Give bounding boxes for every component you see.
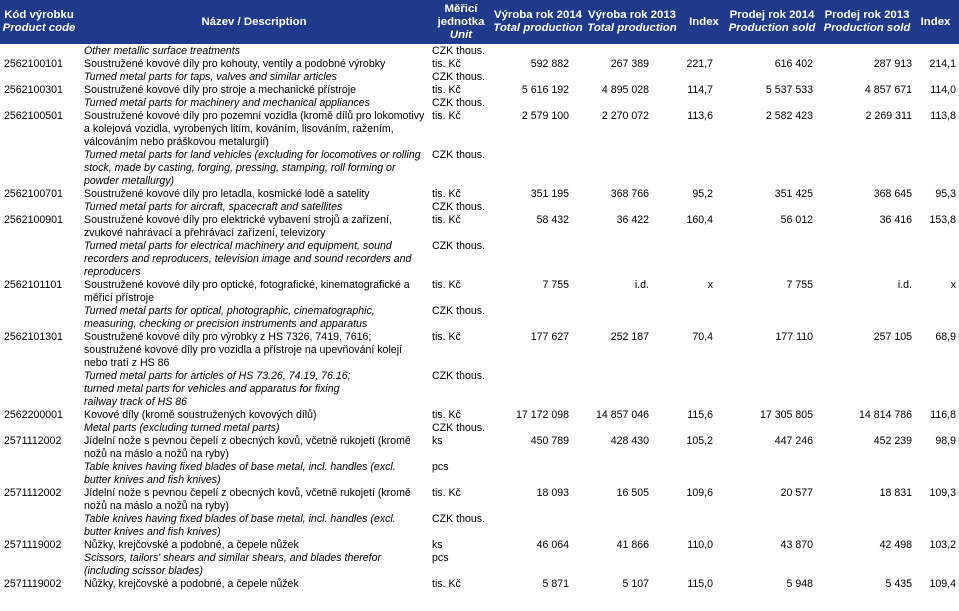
product-description: nožů na máslo a nožů na ryby) bbox=[84, 448, 229, 460]
product-code: 2571112002 bbox=[4, 487, 62, 499]
value-cell: 41 866 bbox=[616, 539, 649, 551]
value-cell: 18 093 bbox=[536, 487, 569, 499]
value-cell: 2 270 072 bbox=[601, 110, 649, 122]
value-cell: 113,6 bbox=[687, 110, 713, 122]
product-code: 2562100901 bbox=[4, 214, 63, 226]
header-index1: Index bbox=[689, 15, 719, 28]
table-row bbox=[0, 136, 959, 149]
value-cell: 56 012 bbox=[780, 214, 813, 226]
header-index2: Index bbox=[920, 15, 951, 28]
value-cell: 14 857 046 bbox=[595, 409, 649, 421]
unit-label: tis. Kč bbox=[432, 578, 461, 590]
value-cell: 5 871 bbox=[542, 578, 569, 590]
product-description: Turned metal parts for taps, valves and similar articles bbox=[84, 71, 337, 83]
product-description: powder metallurgy) bbox=[84, 175, 175, 187]
header-name-cz: Název / Description bbox=[201, 15, 307, 28]
value-cell: 115,0 bbox=[687, 578, 713, 590]
unit-label: tis. Kč bbox=[432, 58, 461, 70]
value-cell: 4 857 671 bbox=[864, 84, 912, 96]
value-cell: 109,6 bbox=[686, 487, 713, 499]
unit-label: tis. Kč bbox=[432, 487, 461, 499]
table-row bbox=[0, 45, 959, 58]
header-index-sold bbox=[912, 0, 959, 44]
unit-label: CZK thous. bbox=[432, 97, 485, 109]
value-cell: 20 577 bbox=[780, 487, 813, 499]
unit-label: tis. Kč bbox=[432, 331, 461, 343]
table-row bbox=[0, 500, 959, 513]
value-cell: 7 755 bbox=[542, 279, 569, 291]
product-code: 2562101301 bbox=[4, 331, 63, 343]
value-cell: 14 814 786 bbox=[858, 409, 912, 421]
header-sold-2013 bbox=[817, 0, 917, 44]
unit-label: tis. Kč bbox=[432, 214, 461, 226]
product-description: Turned metal parts for electrical machinery and equipment, sound bbox=[84, 240, 392, 252]
product-description: turned metal parts for vehicles and apparatus for fixing bbox=[84, 383, 340, 395]
value-cell: 368 766 bbox=[610, 188, 649, 200]
table-row bbox=[0, 370, 959, 383]
table-row bbox=[0, 84, 959, 97]
value-cell: 103,2 bbox=[929, 539, 956, 551]
product-code: 2571112002 bbox=[4, 435, 62, 447]
value-cell: 5 948 bbox=[786, 578, 813, 590]
value-cell: 7 755 bbox=[786, 279, 813, 291]
table-row bbox=[0, 396, 959, 409]
product-code: 2562100501 bbox=[4, 110, 63, 122]
product-description: Nůžky, krejčovské a podobné, a čepele nůžek bbox=[84, 578, 299, 590]
header-prod2013-en: Total production bbox=[587, 22, 677, 34]
value-cell: 153,8 bbox=[929, 214, 956, 226]
value-cell: 114,7 bbox=[687, 84, 713, 96]
table-row bbox=[0, 292, 959, 305]
value-cell: 68,9 bbox=[935, 331, 956, 343]
header-code-en: Product code bbox=[2, 22, 76, 34]
value-cell: 70,4 bbox=[692, 331, 713, 343]
product-description: Table knives having fixed blades of base metal, incl. handles (excl. bbox=[84, 513, 396, 525]
header-sold2013-cz: Prodej rok 2013 bbox=[824, 9, 910, 21]
value-cell: 113,8 bbox=[930, 110, 956, 122]
header-index-production bbox=[680, 0, 728, 44]
table-row bbox=[0, 422, 959, 435]
value-cell: 36 422 bbox=[616, 214, 649, 226]
value-cell: 257 105 bbox=[873, 331, 912, 343]
product-description: Soustružené kovové díly pro pozemní vozidla (kromě dílů pro lokomotivy bbox=[84, 110, 425, 122]
value-cell: 109,3 bbox=[929, 487, 956, 499]
header-prod2013-cz: Výroba rok 2013 bbox=[587, 9, 676, 21]
header-sold2014-cz: Prodej rok 2014 bbox=[729, 9, 815, 21]
value-cell: 450 789 bbox=[530, 435, 569, 447]
value-cell: 177 110 bbox=[775, 331, 813, 343]
table-row bbox=[0, 97, 959, 110]
product-description: Soustružené kovové díly pro elektrické vybavení strojů a zařízení, bbox=[84, 214, 392, 226]
value-cell: 17 305 805 bbox=[759, 409, 813, 421]
product-code: 2571119002 bbox=[4, 539, 62, 551]
value-cell: 58 432 bbox=[536, 214, 569, 226]
value-cell: x bbox=[950, 279, 956, 291]
table-row bbox=[0, 123, 959, 136]
unit-label: tis. Kč bbox=[432, 110, 461, 122]
header-production-2014 bbox=[488, 0, 588, 44]
product-description: měřicí přístroje bbox=[84, 292, 155, 304]
product-description: Kovové díly (kromě soustružených kovových dílů) bbox=[84, 409, 317, 421]
value-cell: 18 831 bbox=[879, 487, 912, 499]
value-cell: i.d. bbox=[897, 279, 912, 291]
product-description: Jídelní nože s pevnou čepelí z obecných kovů, včetně rukojetí (kromě bbox=[84, 435, 411, 447]
unit-label: tis. Kč bbox=[432, 84, 461, 96]
table-row bbox=[0, 318, 959, 331]
product-description: nebo tratí z HS 86 bbox=[84, 357, 170, 369]
table-row bbox=[0, 435, 959, 448]
header-unit-cz1: Měřicí bbox=[444, 2, 478, 15]
table-row bbox=[0, 266, 959, 279]
product-description: Other metallic surface treatments bbox=[84, 45, 241, 57]
product-code: 2562100301 bbox=[4, 84, 63, 96]
header-product-code bbox=[0, 0, 78, 44]
table-row bbox=[0, 461, 959, 474]
product-description: zvukové nahrávací a přehrávací zařízení, televizory bbox=[84, 227, 326, 239]
unit-label: CZK thous. bbox=[432, 240, 485, 252]
header-prod2014-cz: Výroba rok 2014 bbox=[493, 9, 582, 21]
value-cell: 214,1 bbox=[929, 58, 956, 70]
product-description: Soustružené kovové díly pro kohouty, ventily a podobné výrobky bbox=[84, 58, 386, 70]
value-cell: 95,2 bbox=[692, 188, 713, 200]
table-row bbox=[0, 565, 959, 578]
value-cell: 98,9 bbox=[935, 435, 956, 447]
table-row bbox=[0, 279, 959, 292]
product-description: measuring, checking or precision instruments and apparatus bbox=[84, 318, 368, 330]
header-sold2013-en: Production sold bbox=[823, 22, 911, 34]
product-description: Soustružené kovové díly pro výrobky z HS 7326, 7419, 7616; bbox=[84, 331, 372, 343]
table-row bbox=[0, 305, 959, 318]
value-cell: 351 425 bbox=[774, 188, 813, 200]
table-row bbox=[0, 201, 959, 214]
value-cell: 351 195 bbox=[530, 188, 569, 200]
table-row bbox=[0, 110, 959, 123]
header-production-2013 bbox=[582, 0, 682, 44]
value-cell: 2 269 311 bbox=[865, 110, 912, 122]
table-row bbox=[0, 240, 959, 253]
table-row bbox=[0, 214, 959, 227]
product-description: Jídelní nože s pevnou čepelí z obecných kovů, včetně rukojetí (kromě bbox=[84, 487, 411, 499]
unit-label: CZK thous. bbox=[432, 513, 485, 525]
product-code: 2562101101 bbox=[4, 279, 63, 291]
table-row bbox=[0, 188, 959, 201]
product-code: 2562200001 bbox=[4, 409, 63, 421]
value-cell: 46 064 bbox=[536, 539, 569, 551]
value-cell: 16 505 bbox=[616, 487, 649, 499]
table-row bbox=[0, 448, 959, 461]
value-cell: 368 645 bbox=[873, 188, 912, 200]
unit-label: pcs bbox=[432, 461, 449, 473]
value-cell: 95,3 bbox=[935, 188, 956, 200]
unit-label: CZK thous. bbox=[432, 149, 485, 161]
unit-label: pcs bbox=[432, 552, 449, 564]
table-row bbox=[0, 175, 959, 188]
unit-label: tis. Kč bbox=[432, 409, 461, 421]
product-description: Scissors, tailors' shears and similar shears, and blades therefor bbox=[84, 552, 382, 564]
product-description: Turned metal parts for aircraft, spacecraft and satellites bbox=[84, 201, 343, 213]
unit-label: CZK thous. bbox=[432, 305, 485, 317]
table-row bbox=[0, 253, 959, 266]
value-cell: 267 389 bbox=[610, 58, 649, 70]
product-description: Nůžky, krejčovské a podobné, a čepele nůžek bbox=[84, 539, 299, 551]
unit-label: CZK thous. bbox=[432, 370, 485, 382]
value-cell: 105,2 bbox=[686, 435, 713, 447]
value-cell: 160,4 bbox=[686, 214, 713, 226]
header-sold-2014 bbox=[722, 0, 822, 44]
header-sold2014-en: Production sold bbox=[728, 22, 816, 34]
table-row bbox=[0, 162, 959, 175]
unit-label: ks bbox=[432, 435, 443, 447]
table-row bbox=[0, 513, 959, 526]
product-description: a kolejová vozidla, vyrobených litím, kováním, lisováním, ražením, bbox=[84, 123, 394, 135]
value-cell: 592 882 bbox=[530, 58, 569, 70]
product-description: butter knives and fish knives) bbox=[84, 526, 221, 538]
product-description: Turned metal parts for optical, photographic, cinematographic, bbox=[84, 305, 375, 317]
value-cell: 5 537 533 bbox=[765, 84, 813, 96]
product-description: railway track of HS 86 bbox=[84, 396, 188, 408]
product-description: butter knives and fish knives) bbox=[84, 474, 221, 486]
value-cell: 252 187 bbox=[610, 331, 649, 343]
table-row bbox=[0, 149, 959, 162]
value-cell: 109,4 bbox=[929, 578, 956, 590]
value-cell: x bbox=[707, 279, 713, 291]
value-cell: 42 498 bbox=[879, 539, 912, 551]
product-description: stock, made by casting, forging, pressing, stamping, roll forming or bbox=[84, 162, 396, 174]
value-cell: 428 430 bbox=[610, 435, 649, 447]
product-description: Metal parts (excluding turned metal parts) bbox=[84, 422, 280, 434]
product-description: Turned metal parts for machinery and mechanical appliances bbox=[84, 97, 370, 109]
value-cell: 221,7 bbox=[686, 58, 713, 70]
value-cell: 2 579 100 bbox=[521, 110, 569, 122]
unit-label: CZK thous. bbox=[432, 422, 485, 434]
value-cell: 447 246 bbox=[774, 435, 813, 447]
table-row bbox=[0, 487, 959, 500]
product-description: Soustružené kovové díly pro stroje a mechanické přístroje bbox=[84, 84, 357, 96]
value-cell: 17 172 098 bbox=[515, 409, 569, 421]
value-cell: 5 107 bbox=[622, 578, 649, 590]
value-cell: 4 895 028 bbox=[601, 84, 649, 96]
unit-label: ks bbox=[432, 539, 443, 551]
value-cell: 177 627 bbox=[530, 331, 569, 343]
table-row bbox=[0, 539, 959, 552]
unit-label: CZK thous. bbox=[432, 201, 485, 213]
value-cell: 5 616 192 bbox=[521, 84, 569, 96]
table-row bbox=[0, 526, 959, 539]
unit-label: CZK thous. bbox=[432, 71, 485, 83]
value-cell: 110,0 bbox=[687, 539, 713, 551]
product-description: nožů na máslo a nožů na ryby) bbox=[84, 500, 229, 512]
value-cell: 115,6 bbox=[687, 409, 713, 421]
value-cell: i.d. bbox=[634, 279, 649, 291]
unit-label: CZK thous. bbox=[432, 45, 485, 57]
product-description: reproducers bbox=[84, 266, 141, 278]
product-code: 2571119002 bbox=[4, 578, 62, 590]
table-row bbox=[0, 58, 959, 71]
product-code: 2562100101 bbox=[4, 58, 63, 70]
product-description: Soustružené kovové díly pro letadla, kosmické lodě a satelity bbox=[84, 188, 370, 200]
value-cell: 287 913 bbox=[873, 58, 912, 70]
table-row bbox=[0, 344, 959, 357]
table-row bbox=[0, 578, 959, 591]
value-cell: 452 239 bbox=[873, 435, 912, 447]
header-prod2014-en: Total production bbox=[493, 22, 583, 34]
unit-label: tis. Kč bbox=[432, 188, 461, 200]
product-description: válcováním nebo práškovou metalurgií) bbox=[84, 136, 269, 148]
table-row bbox=[0, 71, 959, 84]
header-description bbox=[84, 0, 424, 44]
product-description: (including scissor blades) bbox=[84, 565, 203, 577]
product-description: Table knives having fixed blades of base metal, incl. handles (excl. bbox=[84, 461, 396, 473]
product-description: Soustružené kovové díly pro optické, fotografické, kinematografické a bbox=[84, 279, 410, 291]
product-description: recorders and reproducers, television image and sound recorders and bbox=[84, 253, 412, 265]
header-unit-cz2: jednotka bbox=[437, 15, 485, 28]
table-row bbox=[0, 409, 959, 422]
product-code: 2562100701 bbox=[4, 188, 63, 200]
product-description: Turned metal parts for land vehicles (excluding for locomotives or rolling bbox=[84, 149, 421, 161]
value-cell: 43 870 bbox=[780, 539, 813, 551]
value-cell: 5 435 bbox=[885, 578, 912, 590]
table-row bbox=[0, 357, 959, 370]
table-row bbox=[0, 474, 959, 487]
table-row bbox=[0, 552, 959, 565]
table-row bbox=[0, 383, 959, 396]
header-code-cz: Kód výrobku bbox=[4, 9, 74, 21]
unit-label: tis. Kč bbox=[432, 279, 461, 291]
value-cell: 116,8 bbox=[930, 409, 956, 421]
table-row bbox=[0, 331, 959, 344]
table-header bbox=[0, 0, 959, 44]
value-cell: 114,0 bbox=[930, 84, 956, 96]
product-description: Turned metal parts for articles of HS 73.26, 74.19, 76.16; bbox=[84, 370, 351, 382]
value-cell: 36 416 bbox=[879, 214, 912, 226]
value-cell: 616 402 bbox=[774, 58, 813, 70]
product-description: soustružené kovové díly pro vozidla a přístroje na upevňování kolejí bbox=[84, 344, 402, 356]
table-row bbox=[0, 227, 959, 240]
header-unit-en: Unit bbox=[449, 28, 473, 41]
value-cell: 2 582 423 bbox=[765, 110, 813, 122]
